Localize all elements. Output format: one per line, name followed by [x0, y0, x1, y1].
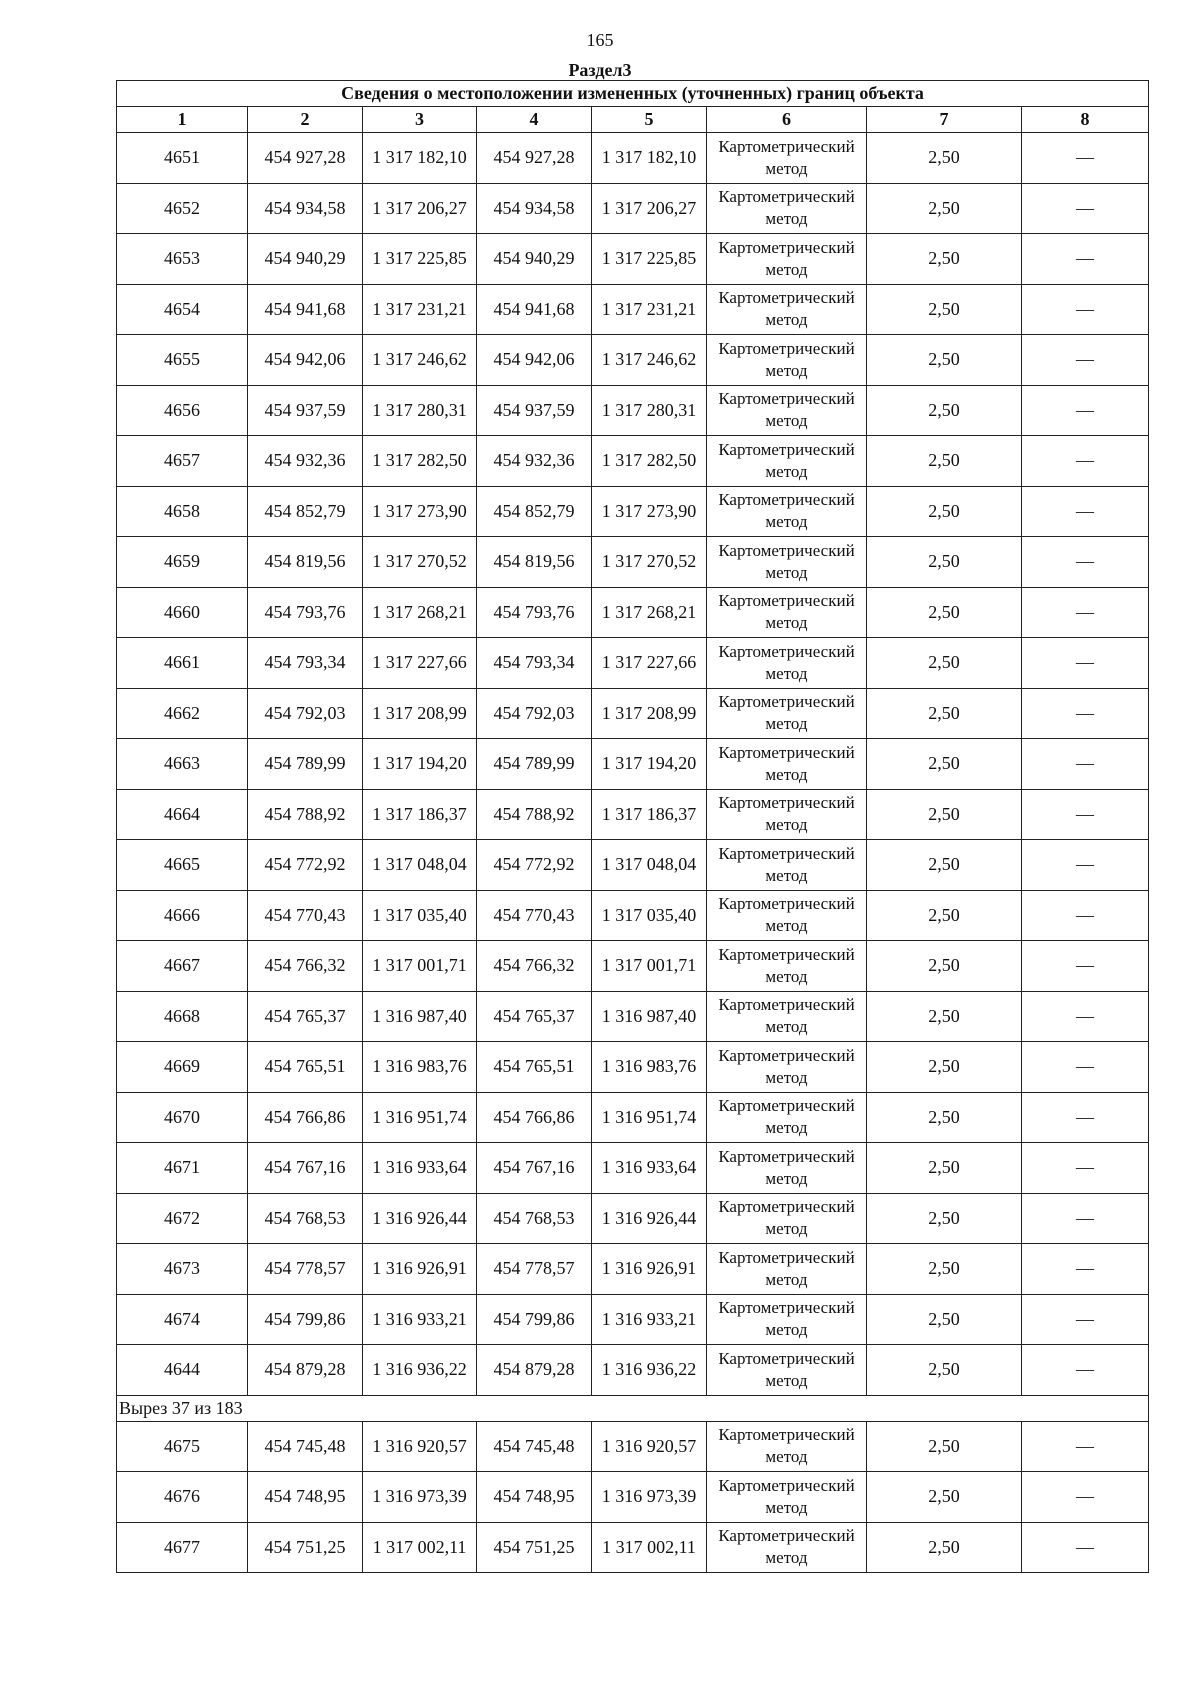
new-y-cell: 1 317 194,20 — [592, 739, 707, 790]
table-row — [117, 1092, 1149, 1143]
existing-x-cell: 454 932,36 — [248, 436, 363, 487]
point-number-cell: 4651 — [117, 133, 248, 184]
point-number-cell: 4654 — [117, 284, 248, 335]
new-y-cell: 1 317 001,71 — [592, 941, 707, 992]
accuracy-cell: 2,50 — [867, 587, 1022, 638]
new-x-cell: 454 767,16 — [477, 1143, 592, 1194]
table-row — [117, 587, 1149, 638]
point-number-cell: 4668 — [117, 991, 248, 1042]
new-y-cell: 1 317 186,37 — [592, 789, 707, 840]
note-cell: — — [1022, 587, 1149, 638]
note-cell: — — [1022, 890, 1149, 941]
accuracy-cell: 2,50 — [867, 385, 1022, 436]
new-y-cell: 1 316 920,57 — [592, 1421, 707, 1472]
section-title: Раздел3 — [568, 60, 632, 80]
existing-x-cell: 454 767,16 — [248, 1143, 363, 1194]
existing-y-cell: 1 316 920,57 — [363, 1421, 477, 1472]
new-y-cell: 1 316 936,22 — [592, 1345, 707, 1396]
new-x-cell: 454 819,56 — [477, 537, 592, 588]
table-row — [117, 1042, 1149, 1093]
new-y-cell: 1 317 227,66 — [592, 638, 707, 689]
accuracy-cell: 2,50 — [867, 1092, 1022, 1143]
column-number-header: 4 — [477, 107, 592, 133]
method-cell: Картометрический метод — [707, 486, 867, 537]
existing-y-cell: 1 317 268,21 — [363, 587, 477, 638]
new-x-cell: 454 778,57 — [477, 1244, 592, 1295]
new-x-cell: 454 941,68 — [477, 284, 592, 335]
new-y-cell: 1 317 182,10 — [592, 133, 707, 184]
table-row — [117, 789, 1149, 840]
new-y-cell: 1 317 002,11 — [592, 1522, 707, 1573]
point-number-cell: 4662 — [117, 688, 248, 739]
existing-y-cell: 1 317 182,10 — [363, 133, 477, 184]
accuracy-cell: 2,50 — [867, 1345, 1022, 1396]
point-number-cell: 4658 — [117, 486, 248, 537]
accuracy-cell: 2,50 — [867, 840, 1022, 891]
new-x-cell: 454 766,32 — [477, 941, 592, 992]
method-cell: Картометрический метод — [707, 1143, 867, 1194]
point-number-cell: 4660 — [117, 587, 248, 638]
method-cell: Картометрический метод — [707, 1472, 867, 1523]
existing-y-cell: 1 317 206,27 — [363, 183, 477, 234]
note-cell: — — [1022, 1421, 1149, 1472]
new-y-cell: 1 316 933,21 — [592, 1294, 707, 1345]
method-cell: Картометрический метод — [707, 1193, 867, 1244]
existing-x-cell: 454 766,86 — [248, 1092, 363, 1143]
new-y-cell: 1 316 926,91 — [592, 1244, 707, 1295]
new-x-cell: 454 852,79 — [477, 486, 592, 537]
existing-y-cell: 1 316 951,74 — [363, 1092, 477, 1143]
note-cell: — — [1022, 385, 1149, 436]
existing-x-cell: 454 934,58 — [248, 183, 363, 234]
accuracy-cell: 2,50 — [867, 284, 1022, 335]
existing-x-cell: 454 792,03 — [248, 688, 363, 739]
note-cell: — — [1022, 1294, 1149, 1345]
note-cell: — — [1022, 1522, 1149, 1573]
note-cell: — — [1022, 284, 1149, 335]
point-number-cell: 4670 — [117, 1092, 248, 1143]
new-x-cell: 454 765,51 — [477, 1042, 592, 1093]
existing-x-cell: 454 766,32 — [248, 941, 363, 992]
note-cell: — — [1022, 1472, 1149, 1523]
new-x-cell: 454 937,59 — [477, 385, 592, 436]
existing-y-cell: 1 317 280,31 — [363, 385, 477, 436]
note-cell: — — [1022, 1042, 1149, 1093]
existing-y-cell: 1 317 208,99 — [363, 688, 477, 739]
point-number-cell: 4663 — [117, 739, 248, 790]
method-cell: Картометрический метод — [707, 1294, 867, 1345]
point-number-cell: 4661 — [117, 638, 248, 689]
existing-y-cell: 1 316 987,40 — [363, 991, 477, 1042]
accuracy-cell: 2,50 — [867, 1294, 1022, 1345]
existing-x-cell: 454 778,57 — [248, 1244, 363, 1295]
note-cell: — — [1022, 537, 1149, 588]
new-x-cell: 454 799,86 — [477, 1294, 592, 1345]
note-cell: — — [1022, 183, 1149, 234]
table-row — [117, 1244, 1149, 1295]
note-cell: — — [1022, 789, 1149, 840]
existing-x-cell: 454 765,51 — [248, 1042, 363, 1093]
new-x-cell: 454 770,43 — [477, 890, 592, 941]
existing-y-cell: 1 317 186,37 — [363, 789, 477, 840]
existing-x-cell: 454 748,95 — [248, 1472, 363, 1523]
point-number-cell: 4653 — [117, 234, 248, 285]
note-cell: — — [1022, 1143, 1149, 1194]
new-x-cell: 454 934,58 — [477, 183, 592, 234]
method-cell: Картометрический метод — [707, 335, 867, 386]
column-number-header: 7 — [867, 107, 1022, 133]
existing-x-cell: 454 937,59 — [248, 385, 363, 436]
existing-x-cell: 454 940,29 — [248, 234, 363, 285]
existing-y-cell: 1 316 973,39 — [363, 1472, 477, 1523]
existing-y-cell: 1 317 273,90 — [363, 486, 477, 537]
method-cell: Картометрический метод — [707, 638, 867, 689]
existing-x-cell: 454 745,48 — [248, 1421, 363, 1472]
accuracy-cell: 2,50 — [867, 1193, 1022, 1244]
new-x-cell: 454 793,34 — [477, 638, 592, 689]
accuracy-cell: 2,50 — [867, 1244, 1022, 1295]
column-number-header: 5 — [592, 107, 707, 133]
existing-x-cell: 454 941,68 — [248, 284, 363, 335]
method-cell: Картометрический метод — [707, 1345, 867, 1396]
note-cell: — — [1022, 638, 1149, 689]
note-cell: — — [1022, 133, 1149, 184]
new-x-cell: 454 788,92 — [477, 789, 592, 840]
existing-x-cell: 454 751,25 — [248, 1522, 363, 1573]
table-row — [117, 1294, 1149, 1345]
column-number-header: 2 — [248, 107, 363, 133]
note-cell: — — [1022, 436, 1149, 487]
new-y-cell: 1 317 268,21 — [592, 587, 707, 638]
method-cell: Картометрический метод — [707, 739, 867, 790]
new-y-cell: 1 317 270,52 — [592, 537, 707, 588]
column-number-header: 8 — [1022, 107, 1149, 133]
existing-x-cell: 454 789,99 — [248, 739, 363, 790]
existing-x-cell: 454 772,92 — [248, 840, 363, 891]
method-cell: Картометрический метод — [707, 688, 867, 739]
point-number-cell: 4675 — [117, 1421, 248, 1472]
method-cell: Картометрический метод — [707, 1522, 867, 1573]
new-x-cell: 454 768,53 — [477, 1193, 592, 1244]
existing-x-cell: 454 793,76 — [248, 587, 363, 638]
new-x-cell: 454 751,25 — [477, 1522, 592, 1573]
table-row — [117, 638, 1149, 689]
table-row — [117, 335, 1149, 386]
accuracy-cell: 2,50 — [867, 183, 1022, 234]
note-cell: — — [1022, 941, 1149, 992]
new-y-cell: 1 316 973,39 — [592, 1472, 707, 1523]
new-y-cell: 1 317 225,85 — [592, 234, 707, 285]
method-cell: Картометрический метод — [707, 234, 867, 285]
new-y-cell: 1 316 933,64 — [592, 1143, 707, 1194]
existing-y-cell: 1 317 282,50 — [363, 436, 477, 487]
note-cell: — — [1022, 991, 1149, 1042]
accuracy-cell: 2,50 — [867, 941, 1022, 992]
existing-y-cell: 1 317 270,52 — [363, 537, 477, 588]
new-y-cell: 1 316 926,44 — [592, 1193, 707, 1244]
point-number-cell: 4655 — [117, 335, 248, 386]
new-y-cell: 1 317 273,90 — [592, 486, 707, 537]
table-row — [117, 941, 1149, 992]
new-y-cell: 1 317 206,27 — [592, 183, 707, 234]
note-cell: — — [1022, 1244, 1149, 1295]
existing-x-cell: 454 927,28 — [248, 133, 363, 184]
accuracy-cell: 2,50 — [867, 436, 1022, 487]
note-cell: — — [1022, 234, 1149, 285]
accuracy-cell: 2,50 — [867, 789, 1022, 840]
table-row — [117, 183, 1149, 234]
new-x-cell: 454 772,92 — [477, 840, 592, 891]
new-y-cell: 1 317 208,99 — [592, 688, 707, 739]
new-y-cell: 1 317 048,04 — [592, 840, 707, 891]
existing-y-cell: 1 316 983,76 — [363, 1042, 477, 1093]
note-cell: — — [1022, 1193, 1149, 1244]
new-y-cell: 1 316 951,74 — [592, 1092, 707, 1143]
method-cell: Картометрический метод — [707, 1421, 867, 1472]
method-cell: Картометрический метод — [707, 941, 867, 992]
method-cell: Картометрический метод — [707, 133, 867, 184]
table-row — [117, 133, 1149, 184]
method-cell: Картометрический метод — [707, 1092, 867, 1143]
existing-y-cell: 1 316 933,64 — [363, 1143, 477, 1194]
table-row — [117, 1143, 1149, 1194]
method-cell: Картометрический метод — [707, 385, 867, 436]
method-cell: Картометрический метод — [707, 436, 867, 487]
accuracy-cell: 2,50 — [867, 890, 1022, 941]
table-row — [117, 1522, 1149, 1573]
table-row — [117, 1193, 1149, 1244]
point-number-cell: 4659 — [117, 537, 248, 588]
existing-y-cell: 1 316 926,44 — [363, 1193, 477, 1244]
point-number-cell: 4664 — [117, 789, 248, 840]
method-cell: Картометрический метод — [707, 587, 867, 638]
accuracy-cell: 2,50 — [867, 335, 1022, 386]
accuracy-cell: 2,50 — [867, 638, 1022, 689]
method-cell: Картометрический метод — [707, 1244, 867, 1295]
accuracy-cell: 2,50 — [867, 1143, 1022, 1194]
method-cell: Картометрический метод — [707, 789, 867, 840]
existing-x-cell: 454 770,43 — [248, 890, 363, 941]
new-y-cell: 1 317 246,62 — [592, 335, 707, 386]
method-cell: Картометрический метод — [707, 537, 867, 588]
existing-y-cell: 1 316 926,91 — [363, 1244, 477, 1295]
new-x-cell: 454 765,37 — [477, 991, 592, 1042]
accuracy-cell: 2,50 — [867, 991, 1022, 1042]
table-row — [117, 840, 1149, 891]
accuracy-cell: 2,50 — [867, 537, 1022, 588]
point-number-cell: 4657 — [117, 436, 248, 487]
existing-x-cell: 454 788,92 — [248, 789, 363, 840]
accuracy-cell: 2,50 — [867, 688, 1022, 739]
table-row — [117, 1472, 1149, 1523]
table-row — [117, 1345, 1149, 1396]
point-number-cell: 4656 — [117, 385, 248, 436]
point-number-cell: 4672 — [117, 1193, 248, 1244]
note-cell: — — [1022, 1345, 1149, 1396]
point-number-cell: 4671 — [117, 1143, 248, 1194]
new-x-cell: 454 942,06 — [477, 335, 592, 386]
point-number-cell: 4677 — [117, 1522, 248, 1573]
existing-y-cell: 1 317 194,20 — [363, 739, 477, 790]
table-row — [117, 1421, 1149, 1472]
existing-x-cell: 454 852,79 — [248, 486, 363, 537]
new-y-cell: 1 317 282,50 — [592, 436, 707, 487]
point-number-cell: 4676 — [117, 1472, 248, 1523]
new-y-cell: 1 316 983,76 — [592, 1042, 707, 1093]
table-row — [117, 385, 1149, 436]
existing-x-cell: 454 819,56 — [248, 537, 363, 588]
existing-y-cell: 1 317 225,85 — [363, 234, 477, 285]
existing-y-cell: 1 317 048,04 — [363, 840, 477, 891]
method-cell: Картометрический метод — [707, 991, 867, 1042]
new-x-cell: 454 927,28 — [477, 133, 592, 184]
existing-x-cell: 454 793,34 — [248, 638, 363, 689]
table-body — [117, 133, 1149, 1573]
boundary-coordinates-table — [116, 80, 1149, 1573]
table-caption: Сведения о местоположении измененных (уточненных) границ объекта — [117, 81, 1149, 107]
note-cell: — — [1022, 335, 1149, 386]
existing-y-cell: 1 316 936,22 — [363, 1345, 477, 1396]
accuracy-cell: 2,50 — [867, 1522, 1022, 1573]
existing-y-cell: 1 317 002,11 — [363, 1522, 477, 1573]
new-y-cell: 1 317 280,31 — [592, 385, 707, 436]
method-cell: Картометрический метод — [707, 284, 867, 335]
table-row — [117, 284, 1149, 335]
table-row — [117, 436, 1149, 487]
new-y-cell: 1 317 035,40 — [592, 890, 707, 941]
note-cell: — — [1022, 688, 1149, 739]
existing-y-cell: 1 317 035,40 — [363, 890, 477, 941]
table-row — [117, 688, 1149, 739]
new-x-cell: 454 792,03 — [477, 688, 592, 739]
method-cell: Картометрический метод — [707, 890, 867, 941]
point-number-cell: 4667 — [117, 941, 248, 992]
existing-y-cell: 1 317 227,66 — [363, 638, 477, 689]
table-row — [117, 739, 1149, 790]
method-cell: Картометрический метод — [707, 1042, 867, 1093]
cutout-note: Вырез 37 из 183 — [117, 1395, 1149, 1421]
point-number-cell: 4666 — [117, 890, 248, 941]
page-number: 165 — [586, 30, 614, 50]
cutout-note-row — [117, 1395, 1149, 1421]
table-row — [117, 537, 1149, 588]
existing-y-cell: 1 317 001,71 — [363, 941, 477, 992]
existing-x-cell: 454 799,86 — [248, 1294, 363, 1345]
accuracy-cell: 2,50 — [867, 1042, 1022, 1093]
column-number-header: 3 — [363, 107, 477, 133]
column-number-row — [117, 107, 1149, 133]
existing-x-cell: 454 768,53 — [248, 1193, 363, 1244]
point-number-cell: 4644 — [117, 1345, 248, 1396]
existing-y-cell: 1 316 933,21 — [363, 1294, 477, 1345]
method-cell: Картометрический метод — [707, 840, 867, 891]
table-row — [117, 991, 1149, 1042]
point-number-cell: 4673 — [117, 1244, 248, 1295]
accuracy-cell: 2,50 — [867, 486, 1022, 537]
accuracy-cell: 2,50 — [867, 739, 1022, 790]
column-number-header: 6 — [707, 107, 867, 133]
new-x-cell: 454 793,76 — [477, 587, 592, 638]
new-x-cell: 454 940,29 — [477, 234, 592, 285]
point-number-cell: 4674 — [117, 1294, 248, 1345]
note-cell: — — [1022, 739, 1149, 790]
method-cell: Картометрический метод — [707, 183, 867, 234]
existing-x-cell: 454 879,28 — [248, 1345, 363, 1396]
new-x-cell: 454 745,48 — [477, 1421, 592, 1472]
accuracy-cell: 2,50 — [867, 234, 1022, 285]
existing-y-cell: 1 317 231,21 — [363, 284, 477, 335]
note-cell: — — [1022, 1092, 1149, 1143]
column-number-header: 1 — [117, 107, 248, 133]
existing-x-cell: 454 942,06 — [248, 335, 363, 386]
existing-y-cell: 1 317 246,62 — [363, 335, 477, 386]
new-x-cell: 454 879,28 — [477, 1345, 592, 1396]
point-number-cell: 4669 — [117, 1042, 248, 1093]
table-row — [117, 234, 1149, 285]
point-number-cell: 4652 — [117, 183, 248, 234]
accuracy-cell: 2,50 — [867, 1472, 1022, 1523]
existing-x-cell: 454 765,37 — [248, 991, 363, 1042]
table-row — [117, 486, 1149, 537]
new-x-cell: 454 932,36 — [477, 436, 592, 487]
point-number-cell: 4665 — [117, 840, 248, 891]
note-cell: — — [1022, 840, 1149, 891]
new-x-cell: 454 789,99 — [477, 739, 592, 790]
new-x-cell: 454 766,86 — [477, 1092, 592, 1143]
accuracy-cell: 2,50 — [867, 133, 1022, 184]
accuracy-cell: 2,50 — [867, 1421, 1022, 1472]
new-y-cell: 1 317 231,21 — [592, 284, 707, 335]
table-row — [117, 890, 1149, 941]
note-cell: — — [1022, 486, 1149, 537]
new-y-cell: 1 316 987,40 — [592, 991, 707, 1042]
new-x-cell: 454 748,95 — [477, 1472, 592, 1523]
